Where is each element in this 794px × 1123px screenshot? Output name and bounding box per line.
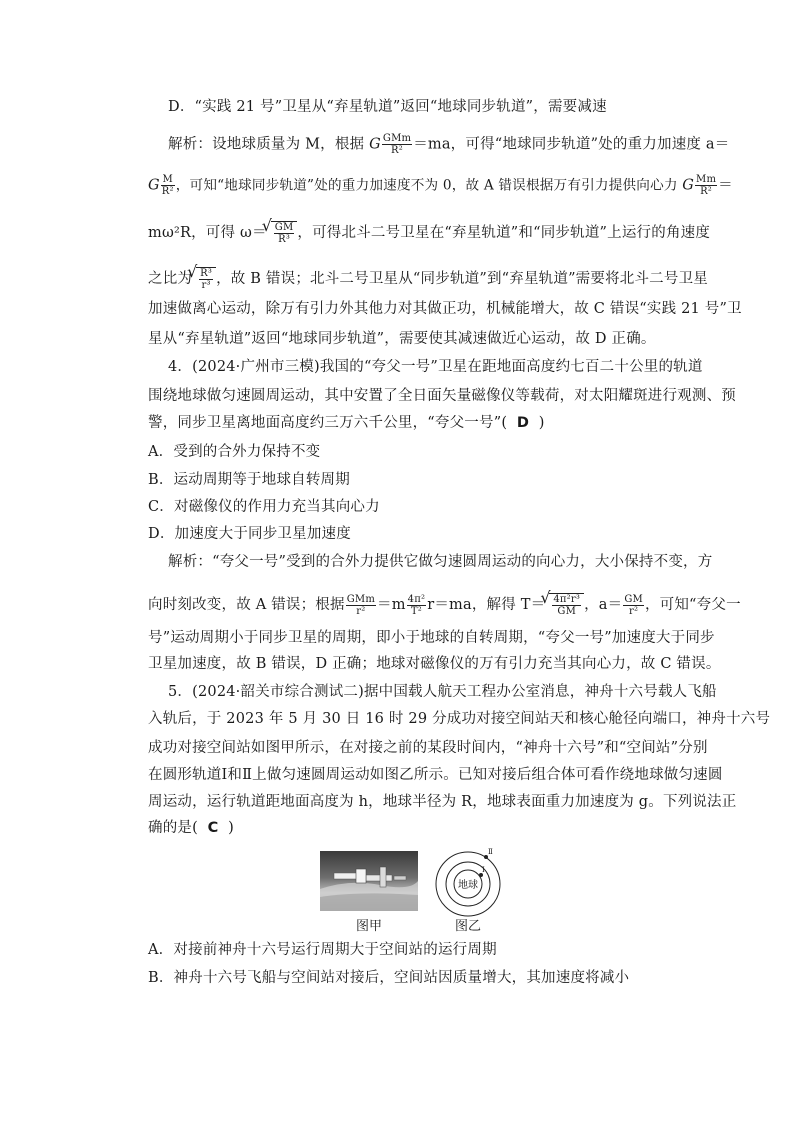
- text-span: ，可知“夸父一: [644, 597, 741, 613]
- fraction-den: r²: [356, 605, 366, 617]
- analysis-4-line-2: [148, 593, 741, 617]
- fraction-num: √ 4π²r³: [553, 594, 581, 605]
- fraction-den: R²: [391, 145, 403, 156]
- fraction: [623, 594, 644, 617]
- fraction-den: R²: [700, 186, 713, 197]
- question-4-line-1: 4．(2024·广州市三模)我国的“夸父一号”卫星在距地面高度约七百二十公里的轨道: [168, 359, 703, 375]
- text-span: ＝m: [377, 597, 406, 613]
- earth-label: 地球: [458, 880, 478, 891]
- analysis-line-4: [148, 267, 708, 291]
- text-span: mω²R，可得 ω＝: [148, 225, 267, 241]
- fraction-den: R²: [161, 186, 174, 197]
- analysis-line-1: 解析：设地球质量为 M，根据 G $\frac{\text{GMm}}{\text{R²}}$ ＝ma，可得“地球同步轨道”处的重力加速度 a＝: [168, 133, 730, 156]
- fraction: [346, 594, 376, 617]
- analysis-line-2: [148, 174, 733, 197]
- analysis-4-line-4: 卫星加速度，故 B 错误，D 正确；地球对磁像仪的万有引力充当其向心力，故 C 错误。: [148, 656, 721, 672]
- orbit-1-label: Ⅰ: [482, 866, 485, 874]
- text-span: ，故 B 错误；北斗二号卫星从“同步轨道”到“弃星轨道”需要将北斗二号卫星: [216, 271, 708, 287]
- orbit-diagram: [432, 846, 504, 918]
- fraction-num: M: [162, 174, 173, 185]
- fraction: [552, 594, 581, 617]
- text-span: ＝: [718, 177, 733, 194]
- figure-a-caption: 图甲: [356, 919, 383, 934]
- fraction-num: 4π²: [407, 593, 426, 605]
- question-4-line-3: [148, 413, 678, 433]
- analysis-4-line-3: 号”运动周期小于同步卫星的周期，即小于地球的自转周期，“夸父一号”加速度大于同步: [148, 630, 715, 646]
- sqrt: [549, 593, 584, 617]
- fraction: [695, 174, 717, 197]
- analysis-line-6: 星从“弃星轨道”返回“地球同步轨道”，需要使其减速做近心运动，故 D 正确。: [148, 331, 656, 347]
- text-span: r＝ma，解得 T＝: [427, 597, 546, 613]
- fraction-num: GMm: [346, 593, 376, 605]
- option-b: B．运动周期等于地球自转周期: [148, 472, 350, 488]
- fraction-den: GM: [557, 606, 577, 617]
- text-span: G: [148, 177, 160, 194]
- analysis-line-5: 加速做离心运动，除万有引力外其他力对其做正功，机械能增大，故 C 错误“实践 21 号”卫: [148, 301, 742, 317]
- question-5-line-3: 成功对接空间站如图甲所示，在对接之前的某段时间内，“神舟十六号”和“空间站”分别: [148, 740, 708, 756]
- space-station-photo: [320, 851, 418, 911]
- question-5-line-2: 入轨后，于 2023 年 5 月 30 日 16 时 29 分成功对接空间站天和核心舱径向端口，神舟十六号: [148, 711, 771, 727]
- option-c: C．对磁像仪的作用力充当其向心力: [148, 499, 380, 515]
- text-span: 之比为: [148, 271, 193, 287]
- fraction: [274, 222, 295, 245]
- fraction: [382, 133, 412, 156]
- question-5-line-4: 在圆形轨道Ⅰ和Ⅱ上做匀速圆周运动如图乙所示。已知对接后组合体可看作绕地球做匀速圆: [148, 767, 723, 783]
- fraction-num: √ R³: [200, 268, 213, 279]
- fraction-num: GMm: [382, 133, 412, 144]
- fraction: [407, 594, 427, 617]
- figure-b-caption: 图乙: [455, 919, 482, 934]
- fraction-num: Mm: [696, 174, 717, 185]
- text-span: ，可知“地球同步轨道”处的重力加速度不为 0，故 A 错误根据万有引力提供向心力: [175, 177, 683, 194]
- fraction-num: GM: [624, 593, 643, 605]
- text-span: 警，同步卫星离地面高度约三万六千公里，“夸父一号”(: [148, 415, 508, 431]
- fraction-den: R³: [278, 234, 291, 245]
- fraction-den: r³: [201, 280, 211, 291]
- q5-option-a: A．对接前神舟十六号运行周期大于空间站的运行周期: [148, 942, 497, 958]
- orbit-2-label: Ⅱ: [488, 848, 493, 856]
- text-span: ，a＝: [584, 597, 623, 613]
- analysis-line-3: [148, 221, 711, 245]
- answer-d: D: [516, 415, 530, 431]
- question-4-line-2: 围绕地球做匀速圆周运动，其中安置了全日面矢量磁像仪等载荷，对太阳耀斑进行观测、预: [148, 388, 736, 404]
- fraction-den: T²: [410, 605, 422, 617]
- fraction-den: r²: [629, 605, 639, 617]
- text-span: ＝ma，可得“地球同步轨道”处的重力加速度 a＝: [413, 136, 730, 153]
- option-a: A．受到的合外力保持不变: [148, 444, 321, 460]
- text-span: ，可得北斗二号卫星在“弃星轨道”和“同步轨道”上运行的角速度: [297, 225, 711, 241]
- fraction-num: √ GM: [274, 222, 294, 233]
- fraction: [161, 174, 175, 197]
- analysis-4-line-1: 解析：“夸父一号”受到的合外力提供它做匀速圆周运动的向心力，大小保持不变，方: [168, 554, 713, 570]
- sqrt: [196, 267, 216, 291]
- question-5-line-6: [148, 818, 678, 838]
- option-d: D．加速度大于同步卫星加速度: [148, 526, 351, 542]
- question-5-line-1: 5．(2024·韶关市综合测试二)据中国载人航天工程办公室消息，神舟十六号载人飞船: [168, 684, 717, 700]
- text-span: ): [228, 820, 234, 836]
- sqrt: [271, 221, 298, 245]
- text-span: 解析：设地球质量为 M，根据: [168, 136, 370, 153]
- fraction: [199, 268, 213, 291]
- text-span: G: [682, 177, 694, 194]
- answer-c: C: [207, 820, 219, 836]
- text-span: 向时刻改变，故 A 错误；根据: [148, 597, 345, 613]
- text-span: 确的是(: [148, 820, 198, 836]
- q5-option-b: B．神舟十六号飞船与空间站对接后，空间站因质量增大，其加速度将减小: [148, 970, 630, 986]
- text-span: ): [538, 415, 545, 431]
- question-5-line-5: 周运动，运行轨道距地面高度为 h，地球半径为 R，地球表面重力加速度为 g。下列说法正: [148, 794, 737, 810]
- option-d-text: D．“实践 21 号”卫星从“弃星轨道”返回“地球同步轨道”，需要减速: [168, 99, 607, 115]
